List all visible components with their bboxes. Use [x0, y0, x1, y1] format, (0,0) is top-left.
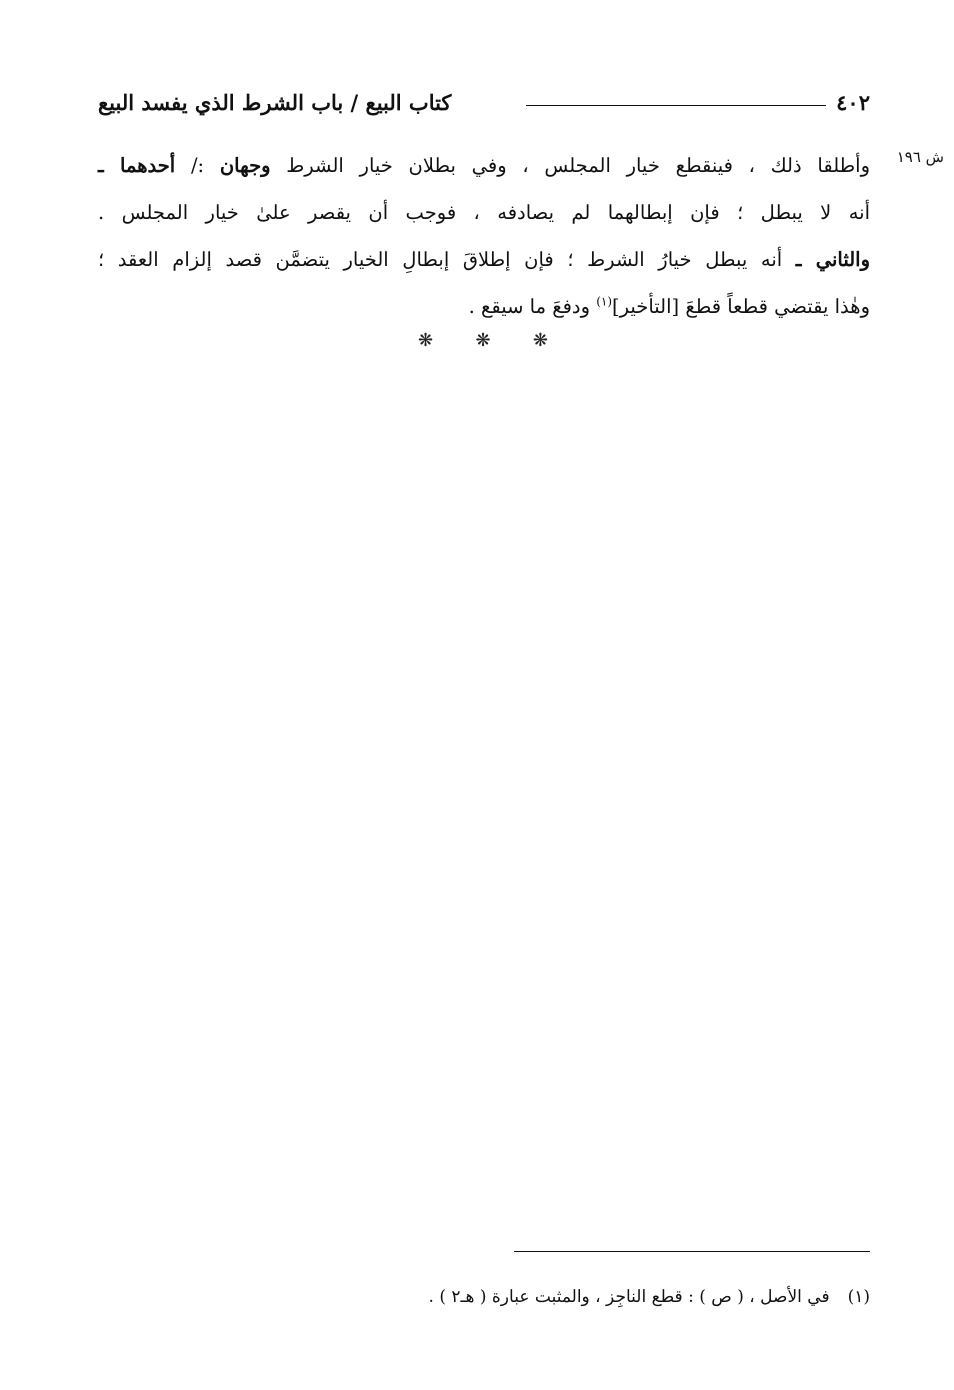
text-line-4-after: ودفعَ ما سيقع .: [468, 295, 591, 318]
header-rule: [526, 105, 826, 106]
text-line-3-bold: والثاني ـ: [795, 248, 870, 271]
footnote-text: في الأصل ، ( ص ) : قطع الناجِز ، والمثبت عبارة ( هـ٢ ) .: [428, 1287, 830, 1307]
divider-star: ❋: [418, 330, 434, 351]
margin-page-reference: ش ١٩٦: [896, 148, 944, 166]
text-line-4-before: وهٰذا يقتضي قطعاً قطعَ [التأخير]: [612, 295, 870, 318]
running-header: [98, 84, 870, 120]
footnote-separator: [514, 1251, 870, 1252]
main-text: [98, 142, 870, 330]
divider-star: ❋: [475, 330, 491, 351]
footnote: [300, 1282, 870, 1312]
text-line-1-bold-2: أحدهما ـ: [98, 154, 176, 177]
footnote-reference: (١): [596, 294, 613, 309]
text-line-4: [98, 283, 870, 330]
footnote-number: (١): [847, 1287, 870, 1307]
text-line-3-plain: أنه يبطل خيارُ الشرط ؛ فإن إطلاقَ إبطالِ الخيار يتضمَّن قصد إلزام العقد ؛: [98, 248, 783, 271]
text-line-1-plain: وأطلقا ذلك ، فينقطع خيار المجلس ، وفي بطلان خيار الشرط: [286, 154, 871, 177]
divider-star: ❋: [532, 330, 548, 351]
text-line-1-bold: وجهان: [219, 154, 271, 177]
text-line-1-colon: :/: [190, 154, 205, 177]
page-number: ٤٠٢: [836, 89, 870, 115]
text-line-1: [98, 142, 870, 189]
section-divider: [418, 326, 548, 356]
text-line-2: أنه لا يبطل ؛ فإن إبطالهما لم يصادفه ، فوجب أن يقصر علىٰ خيار المجلس .: [98, 201, 870, 224]
header-title: كتاب البيع / باب الشرط الذي يفسد البيع: [98, 89, 452, 115]
text-line-3: [98, 236, 870, 283]
